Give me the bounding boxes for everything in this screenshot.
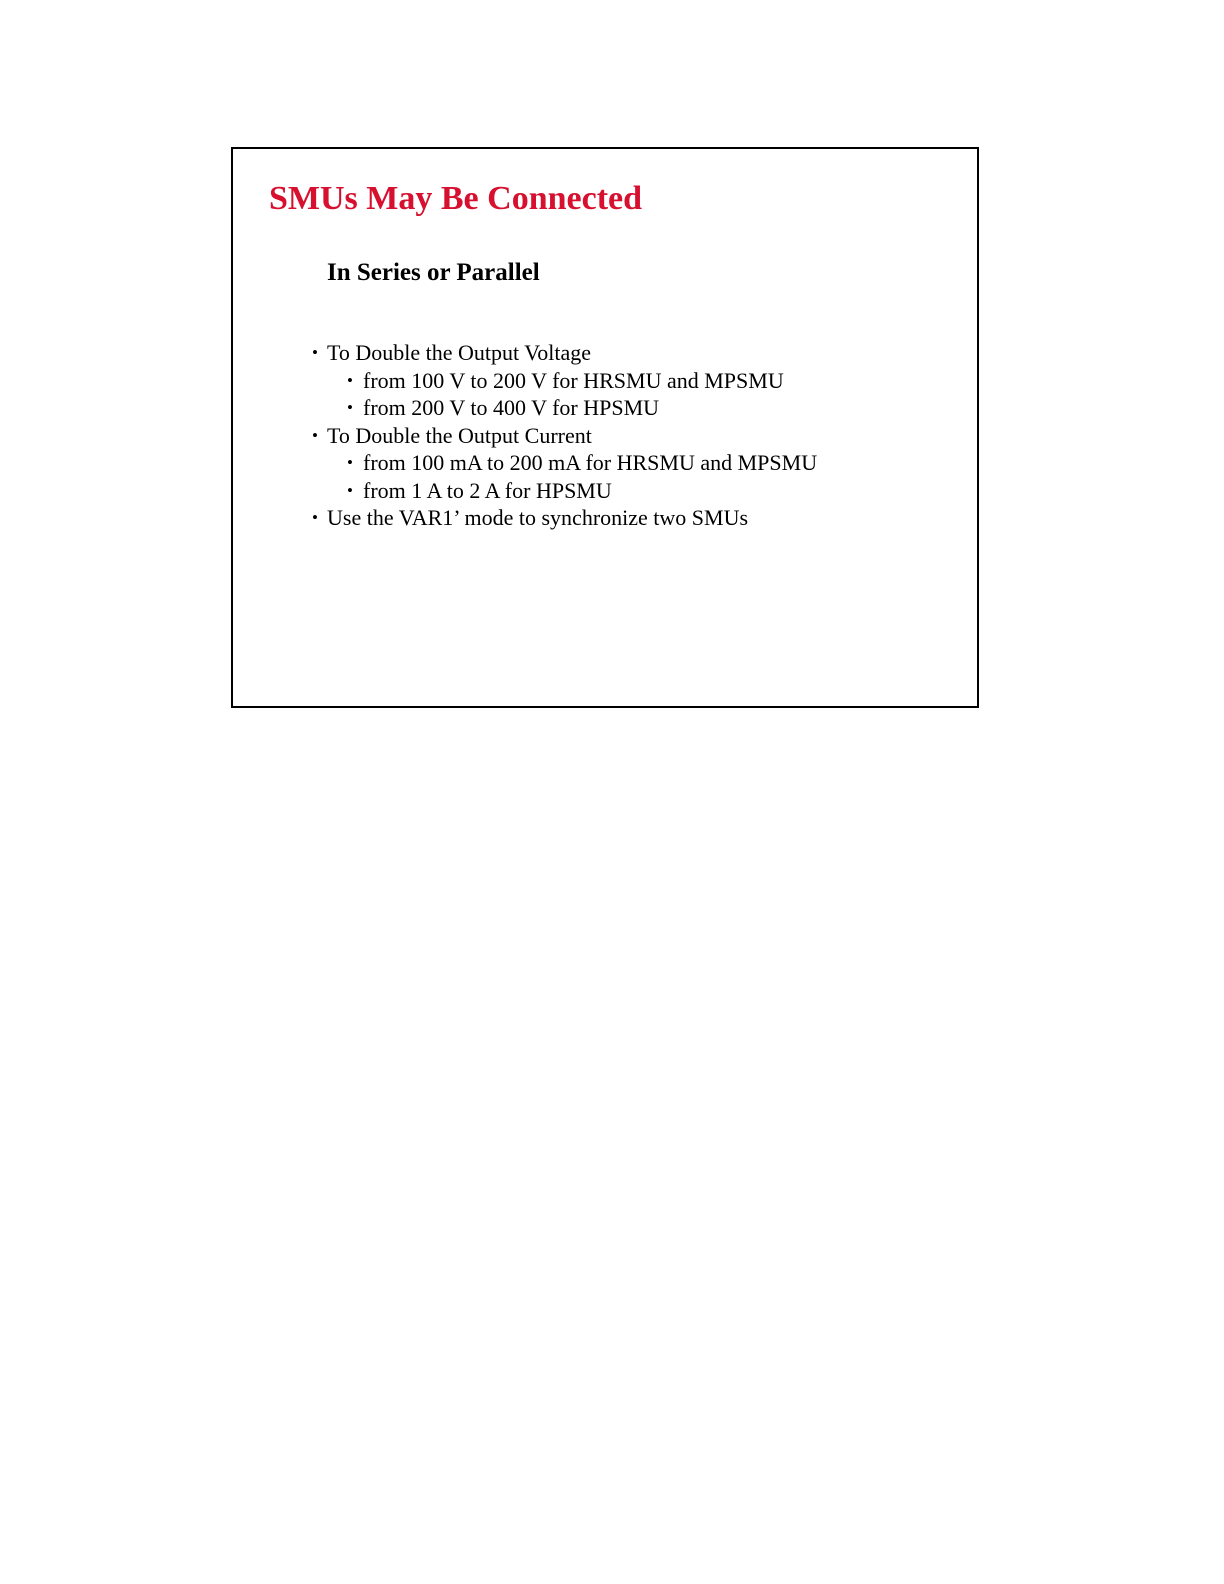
sub-bullet-item: [309, 477, 817, 505]
bullet-text: Use the VAR1’ mode to synchronize two SMUs: [327, 505, 749, 530]
bullet-marker: •: [312, 425, 318, 445]
bullet-marker: •: [347, 453, 353, 472]
bullet-text: To Double the Output Current: [327, 422, 592, 448]
bullet-text: from 1 A to 2 A for HPSMU: [363, 477, 612, 503]
sub-bullet-item: [309, 394, 817, 422]
sub-bullet-item: [309, 367, 817, 395]
bullet-list: [309, 339, 817, 532]
bullet-text: from 100 V to 200 V for HRSMU and MPSMU: [363, 367, 784, 393]
bullet-item: [309, 422, 817, 450]
slide-frame: [231, 147, 979, 708]
bullet-item: [309, 339, 817, 367]
bullet-marker: •: [347, 370, 353, 390]
slide-subtitle: In Series or Parallel: [327, 259, 540, 286]
sub-bullet-item: [309, 449, 817, 477]
bullet-marker: •: [312, 343, 318, 362]
bullet-text: from 200 V to 400 V for HPSMU: [363, 395, 660, 420]
bullet-item: [309, 504, 817, 532]
bullet-marker: •: [312, 508, 318, 527]
bullet-marker: •: [347, 398, 353, 417]
bullet-text: To Double the Output Voltage: [327, 340, 592, 365]
slide-title: SMUs May Be Connected: [269, 180, 643, 217]
bullet-text: from 100 mA to 200 mA for HRSMU and MPSMU: [363, 450, 818, 475]
bullet-marker: •: [347, 480, 353, 500]
